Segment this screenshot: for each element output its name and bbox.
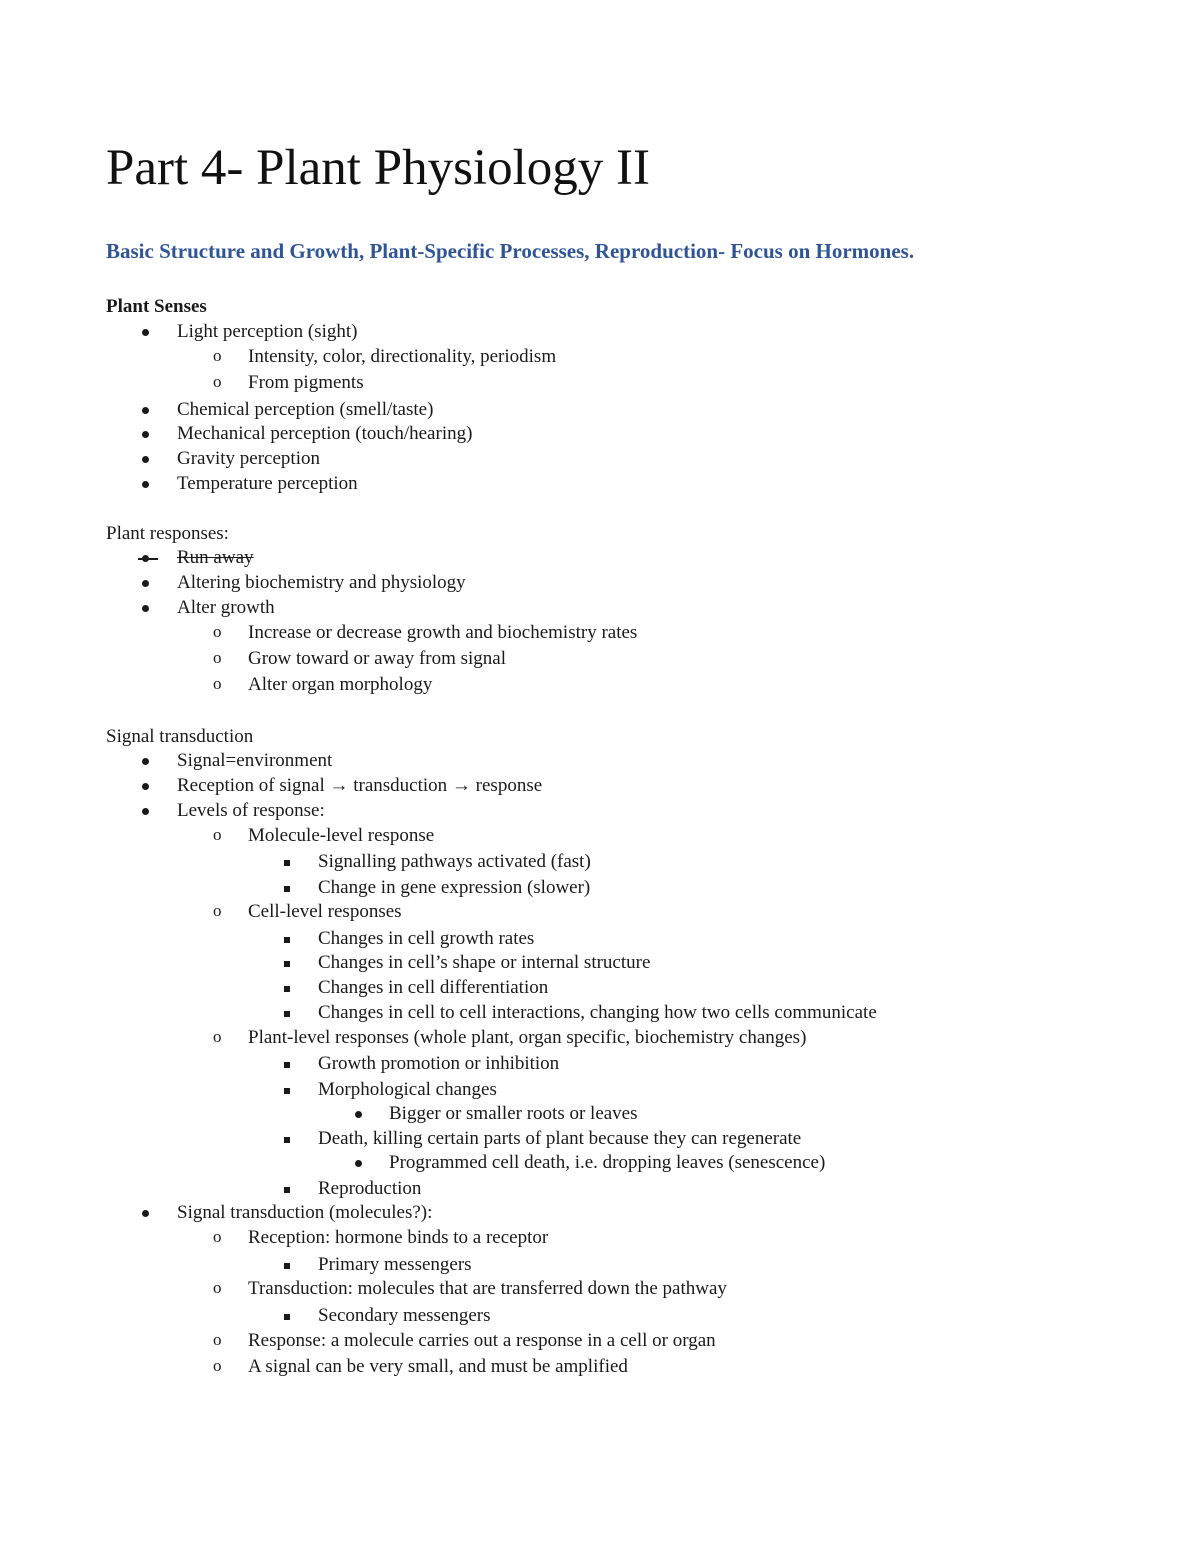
bullet-circle: o: [213, 674, 222, 693]
bullet-dot: [142, 329, 149, 336]
list-item: Changes in cell differentiation: [318, 977, 549, 998]
bullet-dot: [142, 808, 149, 815]
bullet-square: [284, 1263, 290, 1269]
list-item: Bigger or smaller roots or leaves: [389, 1103, 638, 1124]
bullet-dot: [142, 407, 149, 414]
bullet-square: [284, 986, 290, 992]
list-item: From pigments: [248, 372, 364, 393]
list-item: Morphological changes: [318, 1079, 497, 1100]
bullet-circle: o: [213, 372, 222, 391]
bullet-dot: [142, 605, 149, 612]
list-item: A signal can be very small, and must be amplified: [248, 1356, 628, 1377]
bullet-dot: [142, 481, 149, 488]
bullet-square: [284, 1187, 290, 1193]
bullet-dot: [355, 1111, 362, 1118]
list-item: Gravity perception: [177, 448, 320, 469]
bullet-circle: o: [213, 346, 222, 365]
bullet-circle: o: [213, 1227, 222, 1246]
section-heading: Signal transduction: [106, 726, 254, 747]
list-item: Changes in cell’s shape or internal structure: [318, 952, 651, 973]
list-item: Mechanical perception (touch/hearing): [177, 423, 473, 444]
list-item: Plant-level responses (whole plant, organ specific, biochemistry changes): [248, 1027, 807, 1048]
strike-through-line: [138, 558, 158, 560]
bullet-dot: [142, 758, 149, 765]
bullet-circle: o: [213, 648, 222, 667]
bullet-square: [284, 860, 290, 866]
list-item: Chemical perception (smell/taste): [177, 399, 434, 420]
list-item: Signal=environment: [177, 750, 333, 771]
list-item: Grow toward or away from signal: [248, 648, 507, 669]
bullet-square: [284, 1314, 290, 1320]
bullet-square: [284, 1011, 290, 1017]
list-item: Reception: hormone binds to a receptor: [248, 1227, 549, 1248]
bullet-circle: o: [213, 622, 222, 641]
list-item: Death, killing certain parts of plant because they can regenerate: [318, 1128, 802, 1149]
bullet-dot: [142, 580, 149, 587]
list-item: Growth promotion or inhibition: [318, 1053, 560, 1074]
list-item: Increase or decrease growth and biochemistry rates: [248, 622, 638, 643]
bullet-square: [284, 886, 290, 892]
list-item: Temperature perception: [177, 473, 358, 494]
bullet-square: [284, 961, 290, 967]
list-item: Molecule-level response: [248, 825, 435, 846]
bullet-square: [284, 1088, 290, 1094]
bullet-circle: o: [213, 1356, 222, 1375]
bullet-circle: o: [213, 1027, 222, 1046]
section-heading: Plant Senses: [106, 296, 207, 317]
list-item: Alter organ morphology: [248, 674, 433, 695]
bullet-circle: o: [213, 1278, 222, 1297]
bullet-dot: [142, 1210, 149, 1217]
list-item: Changes in cell growth rates: [318, 928, 535, 949]
list-item: Alter growth: [177, 597, 275, 618]
bullet-dot: [355, 1160, 362, 1167]
list-item: Changes in cell to cell interactions, changing how two cells communicate: [318, 1002, 877, 1023]
bullet-dot: [142, 783, 149, 790]
list-item: Levels of response:: [177, 800, 325, 821]
bullet-circle: o: [213, 1330, 222, 1349]
list-item: Run away: [177, 547, 254, 568]
list-item: Light perception (sight): [177, 321, 358, 342]
list-item: Reproduction: [318, 1178, 422, 1199]
page-title: Part 4- Plant Physiology II: [106, 140, 650, 196]
list-item: Secondary messengers: [318, 1305, 491, 1326]
section-heading: Plant responses:: [106, 523, 229, 544]
list-item: Response: a molecule carries out a response in a cell or organ: [248, 1330, 716, 1351]
bullet-square: [284, 937, 290, 943]
list-item: Programmed cell death, i.e. dropping leaves (senescence): [389, 1152, 826, 1173]
bullet-circle: o: [213, 825, 222, 844]
bullet-dot: [142, 456, 149, 463]
list-item: Cell-level responses: [248, 901, 402, 922]
list-item: Altering biochemistry and physiology: [177, 572, 466, 593]
list-item: Change in gene expression (slower): [318, 877, 591, 898]
page-subtitle: Basic Structure and Growth, Plant-Specific Processes, Reproduction- Focus on Hormones.: [106, 239, 915, 263]
list-item: Signalling pathways activated (fast): [318, 851, 591, 872]
bullet-dot: [142, 431, 149, 438]
list-item: Signal transduction (molecules?):: [177, 1202, 433, 1223]
list-item: Reception of signal → transduction → response: [177, 775, 543, 796]
bullet-square: [284, 1137, 290, 1143]
list-item: Primary messengers: [318, 1254, 472, 1275]
list-item: Transduction: molecules that are transferred down the pathway: [248, 1278, 727, 1299]
bullet-circle: o: [213, 901, 222, 920]
bullet-square: [284, 1062, 290, 1068]
list-item: Intensity, color, directionality, periodism: [248, 346, 557, 367]
